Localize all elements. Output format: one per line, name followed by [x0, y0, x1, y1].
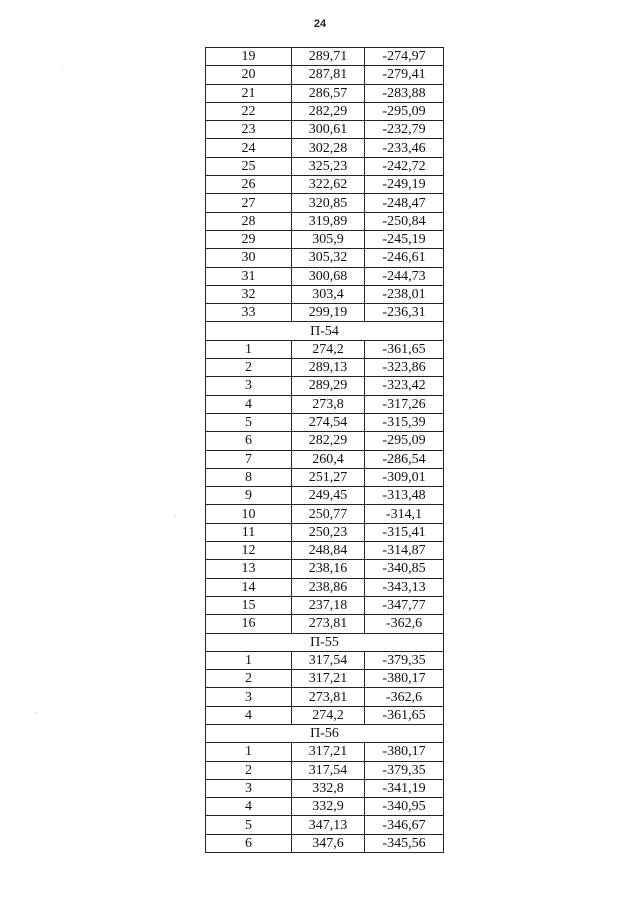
table-row — [206, 230, 444, 248]
y-coordinate-cell: -346,67 — [365, 816, 444, 834]
table-row — [206, 432, 444, 450]
point-number-cell: 32 — [206, 285, 292, 303]
table-row — [206, 212, 444, 230]
table-row — [206, 596, 444, 614]
table-row — [206, 48, 444, 66]
y-coordinate-cell: -379,35 — [365, 761, 444, 779]
point-number-cell: 3 — [206, 377, 292, 395]
x-coordinate-cell: 317,21 — [292, 670, 365, 688]
point-number-cell: 3 — [206, 779, 292, 797]
table-row — [206, 615, 444, 633]
point-number-cell: 5 — [206, 413, 292, 431]
x-coordinate-cell: 289,71 — [292, 48, 365, 66]
x-coordinate-cell: 322,62 — [292, 176, 365, 194]
table-row — [206, 139, 444, 157]
x-coordinate-cell: 273,8 — [292, 395, 365, 413]
point-number-cell: 1 — [206, 651, 292, 669]
table-row — [206, 249, 444, 267]
x-coordinate-cell: 289,29 — [292, 377, 365, 395]
coordinates-table-body — [206, 48, 444, 853]
point-number-cell: 31 — [206, 267, 292, 285]
x-coordinate-cell: 317,54 — [292, 651, 365, 669]
y-coordinate-cell: -309,01 — [365, 468, 444, 486]
x-coordinate-cell: 260,4 — [292, 450, 365, 468]
y-coordinate-cell: -245,19 — [365, 230, 444, 248]
table-row — [206, 121, 444, 139]
x-coordinate-cell: 274,54 — [292, 413, 365, 431]
y-coordinate-cell: -274,97 — [365, 48, 444, 66]
table-row — [206, 395, 444, 413]
y-coordinate-cell: -315,39 — [365, 413, 444, 431]
y-coordinate-cell: -340,95 — [365, 798, 444, 816]
point-number-cell: 24 — [206, 139, 292, 157]
x-coordinate-cell: 320,85 — [292, 194, 365, 212]
scan-speck — [175, 515, 176, 516]
y-coordinate-cell: -315,41 — [365, 523, 444, 541]
section-label: П-54 — [206, 322, 444, 340]
table-row — [206, 359, 444, 377]
point-number-cell: 7 — [206, 450, 292, 468]
table-row — [206, 816, 444, 834]
point-number-cell: 11 — [206, 523, 292, 541]
y-coordinate-cell: -323,86 — [365, 359, 444, 377]
y-coordinate-cell: -279,41 — [365, 66, 444, 84]
y-coordinate-cell: -233,46 — [365, 139, 444, 157]
x-coordinate-cell: 347,13 — [292, 816, 365, 834]
table-row — [206, 670, 444, 688]
y-coordinate-cell: -295,09 — [365, 432, 444, 450]
table-row — [206, 779, 444, 797]
point-number-cell: 25 — [206, 157, 292, 175]
point-number-cell: 26 — [206, 176, 292, 194]
x-coordinate-cell: 347,6 — [292, 834, 365, 852]
table-row — [206, 468, 444, 486]
table-row — [206, 688, 444, 706]
x-coordinate-cell: 273,81 — [292, 615, 365, 633]
point-number-cell: 2 — [206, 359, 292, 377]
section-header-row — [206, 322, 444, 340]
y-coordinate-cell: -246,61 — [365, 249, 444, 267]
y-coordinate-cell: -340,85 — [365, 560, 444, 578]
x-coordinate-cell: 300,61 — [292, 121, 365, 139]
point-number-cell: 4 — [206, 798, 292, 816]
x-coordinate-cell: 248,84 — [292, 542, 365, 560]
x-coordinate-cell: 282,29 — [292, 432, 365, 450]
x-coordinate-cell: 303,4 — [292, 285, 365, 303]
point-number-cell: 30 — [206, 249, 292, 267]
table-row — [206, 834, 444, 852]
x-coordinate-cell: 286,57 — [292, 84, 365, 102]
point-number-cell: 16 — [206, 615, 292, 633]
y-coordinate-cell: -379,35 — [365, 651, 444, 669]
table-row — [206, 102, 444, 120]
y-coordinate-cell: -341,19 — [365, 779, 444, 797]
x-coordinate-cell: 317,54 — [292, 761, 365, 779]
section-label: П-56 — [206, 724, 444, 742]
point-number-cell: 28 — [206, 212, 292, 230]
table-row — [206, 194, 444, 212]
y-coordinate-cell: -313,48 — [365, 487, 444, 505]
table-row — [206, 450, 444, 468]
point-number-cell: 22 — [206, 102, 292, 120]
x-coordinate-cell: 250,23 — [292, 523, 365, 541]
scan-speck — [36, 712, 37, 713]
x-coordinate-cell: 332,9 — [292, 798, 365, 816]
point-number-cell: 19 — [206, 48, 292, 66]
section-header-row — [206, 724, 444, 742]
point-number-cell: 23 — [206, 121, 292, 139]
table-row — [206, 798, 444, 816]
x-coordinate-cell: 273,81 — [292, 688, 365, 706]
y-coordinate-cell: -314,87 — [365, 542, 444, 560]
x-coordinate-cell: 305,32 — [292, 249, 365, 267]
table-row — [206, 285, 444, 303]
point-number-cell: 1 — [206, 340, 292, 358]
x-coordinate-cell: 287,81 — [292, 66, 365, 84]
y-coordinate-cell: -362,6 — [365, 688, 444, 706]
x-coordinate-cell: 305,9 — [292, 230, 365, 248]
x-coordinate-cell: 289,13 — [292, 359, 365, 377]
y-coordinate-cell: -361,65 — [365, 340, 444, 358]
y-coordinate-cell: -286,54 — [365, 450, 444, 468]
x-coordinate-cell: 251,27 — [292, 468, 365, 486]
table-row — [206, 377, 444, 395]
section-header-row — [206, 633, 444, 651]
y-coordinate-cell: -238,01 — [365, 285, 444, 303]
y-coordinate-cell: -362,6 — [365, 615, 444, 633]
table-row — [206, 304, 444, 322]
point-number-cell: 2 — [206, 670, 292, 688]
table-row — [206, 413, 444, 431]
x-coordinate-cell: 238,86 — [292, 578, 365, 596]
point-number-cell: 1 — [206, 743, 292, 761]
point-number-cell: 13 — [206, 560, 292, 578]
y-coordinate-cell: -314,1 — [365, 505, 444, 523]
x-coordinate-cell: 250,77 — [292, 505, 365, 523]
x-coordinate-cell: 274,2 — [292, 340, 365, 358]
y-coordinate-cell: -249,19 — [365, 176, 444, 194]
point-number-cell: 21 — [206, 84, 292, 102]
point-number-cell: 5 — [206, 816, 292, 834]
y-coordinate-cell: -295,09 — [365, 102, 444, 120]
y-coordinate-cell: -244,73 — [365, 267, 444, 285]
point-number-cell: 15 — [206, 596, 292, 614]
y-coordinate-cell: -347,77 — [365, 596, 444, 614]
coordinates-table — [205, 47, 444, 853]
table-row — [206, 761, 444, 779]
table-row — [206, 651, 444, 669]
y-coordinate-cell: -317,26 — [365, 395, 444, 413]
point-number-cell: 2 — [206, 761, 292, 779]
point-number-cell: 4 — [206, 395, 292, 413]
x-coordinate-cell: 332,8 — [292, 779, 365, 797]
y-coordinate-cell: -236,31 — [365, 304, 444, 322]
y-coordinate-cell: -232,79 — [365, 121, 444, 139]
y-coordinate-cell: -345,56 — [365, 834, 444, 852]
y-coordinate-cell: -248,47 — [365, 194, 444, 212]
x-coordinate-cell: 237,18 — [292, 596, 365, 614]
point-number-cell: 6 — [206, 432, 292, 450]
point-number-cell: 10 — [206, 505, 292, 523]
y-coordinate-cell: -283,88 — [365, 84, 444, 102]
table-row — [206, 84, 444, 102]
point-number-cell: 14 — [206, 578, 292, 596]
x-coordinate-cell: 317,21 — [292, 743, 365, 761]
table-row — [206, 66, 444, 84]
table-row — [206, 706, 444, 724]
page-number: 24 — [313, 18, 327, 30]
table-row — [206, 743, 444, 761]
scan-speck — [62, 66, 63, 67]
table-row — [206, 542, 444, 560]
table-row — [206, 176, 444, 194]
y-coordinate-cell: -242,72 — [365, 157, 444, 175]
section-label: П-55 — [206, 633, 444, 651]
x-coordinate-cell: 299,19 — [292, 304, 365, 322]
point-number-cell: 6 — [206, 834, 292, 852]
x-coordinate-cell: 282,29 — [292, 102, 365, 120]
x-coordinate-cell: 249,45 — [292, 487, 365, 505]
x-coordinate-cell: 302,28 — [292, 139, 365, 157]
point-number-cell: 29 — [206, 230, 292, 248]
table-row — [206, 157, 444, 175]
point-number-cell: 9 — [206, 487, 292, 505]
x-coordinate-cell: 274,2 — [292, 706, 365, 724]
y-coordinate-cell: -323,42 — [365, 377, 444, 395]
point-number-cell: 27 — [206, 194, 292, 212]
table-row — [206, 523, 444, 541]
y-coordinate-cell: -361,65 — [365, 706, 444, 724]
y-coordinate-cell: -380,17 — [365, 743, 444, 761]
table-row — [206, 560, 444, 578]
point-number-cell: 33 — [206, 304, 292, 322]
point-number-cell: 8 — [206, 468, 292, 486]
table-row — [206, 578, 444, 596]
y-coordinate-cell: -380,17 — [365, 670, 444, 688]
point-number-cell: 3 — [206, 688, 292, 706]
point-number-cell: 4 — [206, 706, 292, 724]
y-coordinate-cell: -250,84 — [365, 212, 444, 230]
point-number-cell: 12 — [206, 542, 292, 560]
x-coordinate-cell: 325,23 — [292, 157, 365, 175]
x-coordinate-cell: 300,68 — [292, 267, 365, 285]
table-row — [206, 340, 444, 358]
point-number-cell: 20 — [206, 66, 292, 84]
table-row — [206, 505, 444, 523]
table-row — [206, 487, 444, 505]
x-coordinate-cell: 319,89 — [292, 212, 365, 230]
table-row — [206, 267, 444, 285]
x-coordinate-cell: 238,16 — [292, 560, 365, 578]
y-coordinate-cell: -343,13 — [365, 578, 444, 596]
